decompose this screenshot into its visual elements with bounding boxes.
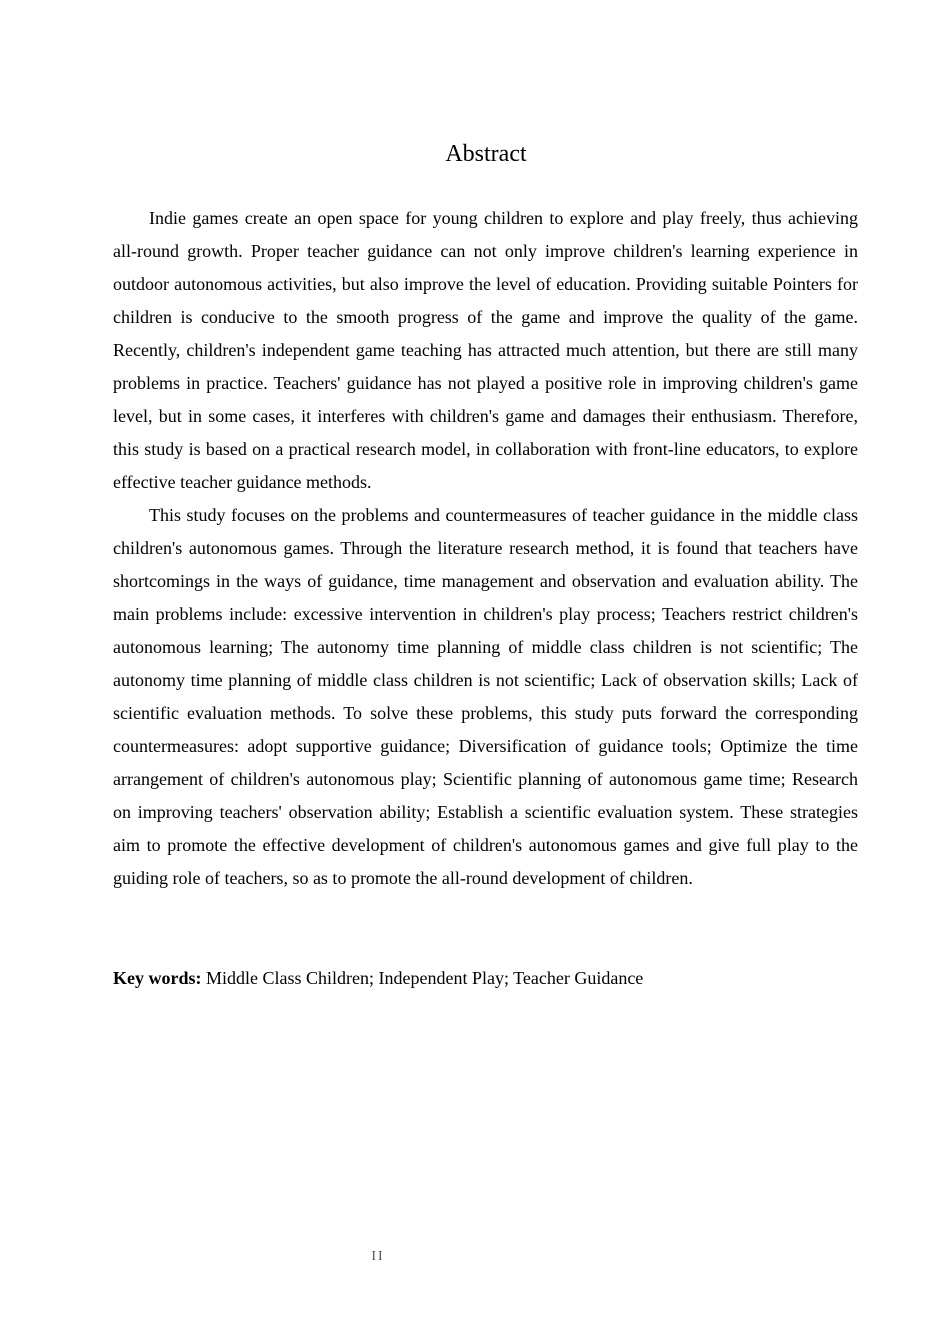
keywords-line bbox=[113, 962, 858, 995]
abstract-paragraph-1: Indie games create an open space for young children to explore and play freely, thus achieving all-round growth. Proper teacher guidance can not only improve children's learning experience in outdoor autonomous activities, but also improve the level of education. Providing suitable Pointers for children is conducive to the smooth progress of the game and improve the quality of the game. Recently, children's independent game teaching has attracted much attention, but there are still many problems in practice. Teachers' guidance has not played a positive role in improving children's game level, but in some cases, it interferes with children's game and damages their enthusiasm. Therefore, this study is based on a practical research model, in collaboration with front-line educators, to explore effective teacher guidance methods. bbox=[113, 208, 858, 492]
page-number: II bbox=[371, 1249, 385, 1264]
abstract-body bbox=[113, 202, 858, 895]
abstract-paragraph-2: This study focuses on the problems and countermeasures of teacher guidance in the middle class children's autonomous games. Through the literature research method, it is found that teachers have shortcomings in the ways of guidance, time management and observation and evaluation ability. The main problems include: excessive intervention in children's play process; Teachers restrict children's autonomous learning; The autonomy time planning of middle class children is not scientific; The autonomy time planning of middle class children is not scientific; Lack of observation skills; Lack of scientific evaluation methods. To solve these problems, this study puts forward the corresponding countermeasures: adopt supportive guidance; Diversification of guidance tools; Optimize the time arrangement of children's autonomous play; Scientific planning of autonomous game time; Research on improving teachers' observation ability; Establish a scientific evaluation system. These strategies aim to promote the effective development of children's autonomous games and give full play to the guiding role of teachers, so as to promote the all-round development of children. bbox=[113, 505, 858, 888]
keywords-label: Key words: bbox=[113, 968, 202, 988]
keywords-text: Middle Class Children; Independent Play; Teacher Guidance bbox=[201, 968, 644, 988]
page-title: Abstract bbox=[445, 141, 527, 167]
